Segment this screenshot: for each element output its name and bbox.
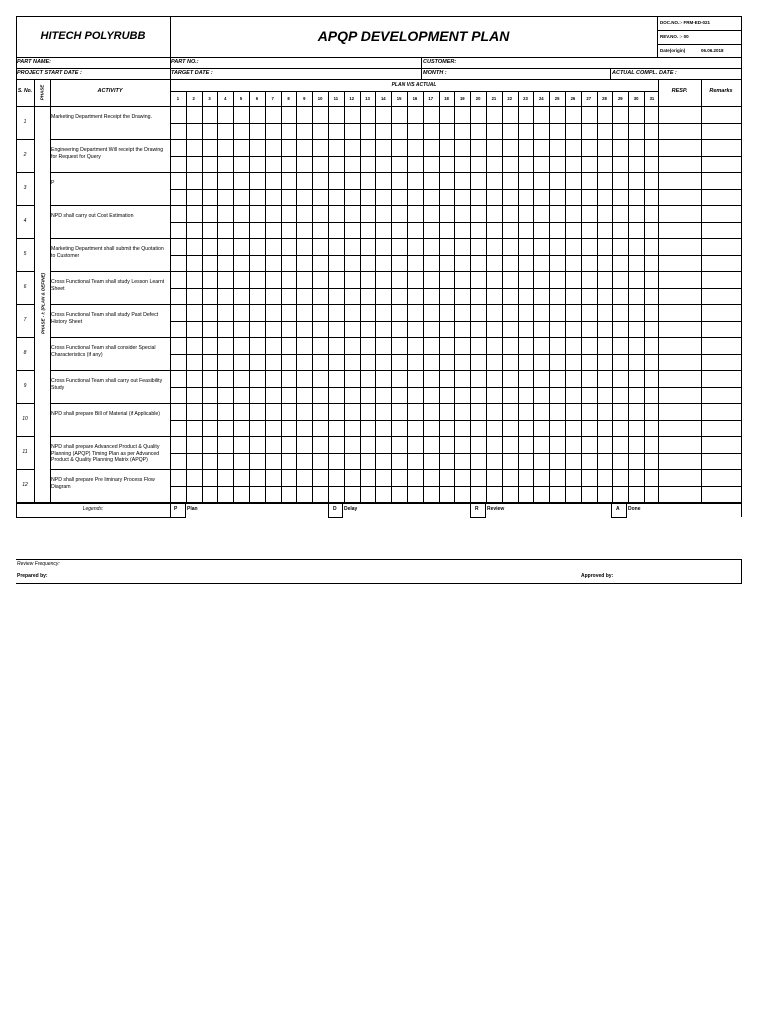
row-plan-actual-split bbox=[170, 354, 741, 355]
day-col-line bbox=[281, 91, 282, 502]
day-header-20: 20 bbox=[475, 96, 481, 101]
day-col-line bbox=[186, 91, 187, 502]
row-plan-actual-split bbox=[170, 321, 741, 322]
day-col-line bbox=[502, 91, 503, 502]
row-line bbox=[50, 436, 741, 437]
phase-header: PHASE bbox=[39, 84, 45, 101]
row-activity: Cross Functional Team shall consider Special Characteristics (if any) bbox=[51, 345, 156, 358]
remarks-header: Remarks bbox=[709, 88, 733, 94]
day-header-15: 15 bbox=[396, 96, 402, 101]
day-header-23: 23 bbox=[523, 96, 528, 101]
row-line-sno bbox=[16, 172, 34, 173]
date-origin-value: 06.06.2018 bbox=[701, 48, 724, 53]
legend-delay-text: Delay bbox=[344, 506, 358, 512]
phase-label: PHASE - I: (PLAN & DEFINE) bbox=[40, 273, 46, 335]
part-name-field[interactable]: PART NAME: bbox=[17, 59, 52, 65]
info-divider-3 bbox=[610, 68, 611, 79]
row-line-sno bbox=[16, 337, 34, 338]
row-line bbox=[50, 139, 741, 140]
resp-header: RESP. bbox=[671, 88, 688, 94]
legend-top bbox=[16, 503, 742, 504]
legend-delay-code: D bbox=[333, 506, 337, 512]
form-title: APQP DEVELOPMENT PLAN bbox=[317, 28, 510, 44]
day-header-24: 24 bbox=[538, 96, 544, 101]
row-activity: Cross Functional Team shall study Lesson Learnt Sheet bbox=[51, 279, 165, 292]
day-col-line bbox=[328, 91, 329, 502]
row-line bbox=[50, 469, 741, 470]
legend-bottom-left bbox=[16, 517, 170, 518]
row-line-sno bbox=[16, 304, 34, 305]
day-col-line bbox=[518, 91, 519, 502]
info-row-divider bbox=[16, 68, 742, 69]
row-activity: Cross Functional Team shall carry out Feasibility Study bbox=[51, 378, 163, 391]
target-date-field[interactable]: TARGET DATE : bbox=[171, 70, 213, 76]
date-origin-label: Date(origin) bbox=[660, 48, 686, 53]
header-bottom-line bbox=[16, 106, 741, 107]
legend-plan-code: P bbox=[174, 506, 178, 512]
day-col-line bbox=[296, 91, 297, 502]
row-sno: 6 bbox=[23, 283, 27, 290]
day-col-line bbox=[233, 91, 234, 502]
row-sno: 9 bbox=[23, 382, 27, 389]
row-plan-actual-split bbox=[170, 288, 741, 289]
day-col-line bbox=[312, 91, 313, 502]
row-line-sno bbox=[16, 403, 34, 404]
row-activity: Cross Functional Team shall study Past Defect History Sheet bbox=[51, 312, 159, 325]
doc-no-divider bbox=[657, 30, 742, 31]
day-col-line bbox=[249, 91, 250, 502]
day-col-line bbox=[581, 91, 582, 502]
day-header-8: 8 bbox=[287, 96, 290, 101]
review-frequency: Review Frequency: bbox=[17, 561, 60, 567]
day-header-16: 16 bbox=[412, 96, 418, 101]
approved-by: Approved by: bbox=[581, 573, 614, 579]
row-line-sno bbox=[16, 370, 34, 371]
row-activity: P bbox=[51, 180, 55, 186]
day-header-27: 27 bbox=[586, 96, 592, 101]
day-header-2: 2 bbox=[192, 96, 195, 101]
row-plan-actual-split bbox=[170, 255, 741, 256]
legend-review-text: Review bbox=[487, 506, 505, 512]
resp-col-line bbox=[658, 79, 659, 502]
day-header-12: 12 bbox=[349, 96, 355, 101]
row-sno: 12 bbox=[22, 481, 28, 488]
activity-col-line bbox=[170, 79, 171, 502]
day-col-line bbox=[644, 91, 645, 502]
footer-right bbox=[741, 559, 742, 584]
day-header-21: 21 bbox=[491, 96, 497, 101]
row-plan-actual-split bbox=[170, 453, 741, 454]
day-header-9: 9 bbox=[303, 96, 306, 101]
day-col-line bbox=[407, 91, 408, 502]
day-header-7: 7 bbox=[271, 96, 274, 101]
day-col-line bbox=[344, 91, 345, 502]
legends-label: Legends: bbox=[82, 506, 104, 512]
day-col-line bbox=[533, 91, 534, 502]
legend-review-code: R bbox=[475, 506, 479, 512]
row-activity: NPD shall carry out Cost Estimation bbox=[51, 213, 134, 219]
actual-completion-date-field[interactable]: ACTUAL COMPL. DATE : bbox=[612, 70, 677, 76]
row-line bbox=[50, 172, 741, 173]
row-plan-actual-split bbox=[170, 189, 741, 190]
day-col-line bbox=[202, 91, 203, 502]
row-line bbox=[50, 403, 741, 404]
legend-done-text: Done bbox=[628, 506, 641, 512]
part-no-field[interactable]: PART NO.: bbox=[171, 59, 199, 65]
day-col-line bbox=[439, 91, 440, 502]
day-header-1: 1 bbox=[176, 96, 180, 101]
activity-header: ACTIVITY bbox=[97, 88, 123, 94]
plan-actual-subline bbox=[170, 91, 658, 92]
row-sno: 1 bbox=[23, 118, 27, 125]
row-line-sno bbox=[16, 436, 34, 437]
row-sno: 2 bbox=[23, 151, 27, 158]
row-sno: 7 bbox=[23, 316, 27, 323]
row-plan-actual-split bbox=[170, 486, 741, 487]
row-plan-actual-split bbox=[170, 123, 741, 124]
table-right-border bbox=[741, 58, 742, 517]
day-col-line bbox=[391, 91, 392, 502]
row-sno: 5 bbox=[23, 250, 27, 257]
remarks-col-line bbox=[701, 79, 702, 502]
day-header-10: 10 bbox=[317, 96, 323, 101]
row-activity: NPD shall prepare Advanced Product & Quality Planning (APQP) Timing Plan as per Advanced Product & Quality Planning Matrix (APQP) bbox=[51, 444, 160, 463]
day-col-line bbox=[360, 91, 361, 502]
month-field[interactable]: MONTH : bbox=[423, 70, 447, 76]
row-line bbox=[50, 238, 741, 239]
footer-top bbox=[16, 559, 742, 560]
row-sno: 10 bbox=[22, 415, 28, 422]
row-line bbox=[50, 205, 741, 206]
day-header-14: 14 bbox=[380, 96, 386, 101]
row-line-sno bbox=[16, 139, 34, 140]
day-col-line bbox=[565, 91, 566, 502]
info-row-bottom bbox=[16, 79, 742, 80]
day-header-4: 4 bbox=[224, 96, 227, 101]
row-line bbox=[50, 337, 741, 338]
day-header-26: 26 bbox=[570, 96, 576, 101]
day-col-line bbox=[549, 91, 550, 502]
day-col-line bbox=[486, 91, 487, 502]
row-sno: 11 bbox=[22, 448, 28, 455]
day-col-line bbox=[217, 91, 218, 502]
row-sno: 4 bbox=[23, 217, 27, 224]
sno-col-line bbox=[34, 79, 35, 502]
row-activity: Marketing Department shall submit the Quotation to Customer bbox=[51, 246, 164, 259]
row-sno: 8 bbox=[23, 349, 27, 356]
row-plan-actual-split bbox=[170, 387, 741, 388]
day-col-line bbox=[265, 91, 266, 502]
project-start-date-field[interactable]: PROJECT START DATE : bbox=[17, 70, 82, 76]
row-plan-actual-split bbox=[170, 420, 741, 421]
day-header-30: 30 bbox=[633, 96, 639, 101]
row-activity: NPD shall prepare Bill of Material (if Applicable) bbox=[51, 411, 160, 417]
company-name: HITECH POLYRUBB bbox=[40, 30, 146, 42]
legend-done-code: A bbox=[616, 506, 620, 512]
day-header-3: 3 bbox=[208, 96, 211, 101]
legend-plan-box bbox=[170, 503, 186, 518]
row-line-sno bbox=[16, 238, 34, 239]
row-line bbox=[50, 271, 741, 272]
day-header-6: 6 bbox=[255, 96, 259, 101]
row-line-sno bbox=[16, 205, 34, 206]
info-divider-2 bbox=[421, 58, 422, 79]
doc-number: DOC.NO.:- FRM-ED-021 bbox=[660, 20, 711, 25]
day-col-line bbox=[423, 91, 424, 502]
sno-header: S. No. bbox=[17, 88, 33, 94]
plan-vs-actual-header: PLAN V/S ACTUAL bbox=[391, 82, 437, 88]
day-header-18: 18 bbox=[444, 96, 449, 101]
day-header-31: 31 bbox=[649, 96, 655, 101]
footer-bottom bbox=[16, 583, 742, 584]
day-header-19: 19 bbox=[459, 96, 465, 101]
day-header-11: 11 bbox=[333, 96, 339, 101]
day-header-13: 13 bbox=[365, 96, 370, 101]
row-plan-actual-split bbox=[170, 222, 741, 223]
row-line bbox=[50, 370, 741, 371]
day-col-line bbox=[470, 91, 471, 502]
prepared-by: Prepared by: bbox=[17, 573, 48, 579]
day-col-line bbox=[375, 91, 376, 502]
day-header-22: 22 bbox=[507, 96, 513, 101]
revision-number: REV.NO. :- 00 bbox=[660, 34, 689, 39]
row-activity: Marketing Department Receipt the Drawing. bbox=[51, 114, 152, 120]
day-header-28: 28 bbox=[602, 96, 607, 101]
row-activity: NPD shall prepare Pre liminary Process Flow Diagram bbox=[51, 477, 155, 490]
day-col-line bbox=[628, 91, 629, 502]
row-line-sno bbox=[16, 469, 34, 470]
day-col-line bbox=[597, 91, 598, 502]
rev-no-divider bbox=[657, 44, 742, 45]
day-header-5: 5 bbox=[239, 96, 243, 101]
row-activity: Engineering Department Will receipt the Drawing for Request for Query bbox=[51, 147, 164, 160]
row-line bbox=[50, 304, 741, 305]
row-line-sno bbox=[16, 271, 34, 272]
day-col-line bbox=[454, 91, 455, 502]
legend-plan-text: Plan bbox=[187, 506, 198, 512]
day-header-17: 17 bbox=[428, 96, 434, 101]
day-header-25: 25 bbox=[554, 96, 560, 101]
row-sno: 3 bbox=[23, 184, 27, 191]
customer-field[interactable]: CUSTOMER: bbox=[423, 59, 457, 65]
row-plan-actual-split bbox=[170, 156, 741, 157]
day-col-line bbox=[612, 91, 613, 502]
day-header-29: 29 bbox=[617, 96, 623, 101]
header-divider-right bbox=[657, 16, 658, 58]
